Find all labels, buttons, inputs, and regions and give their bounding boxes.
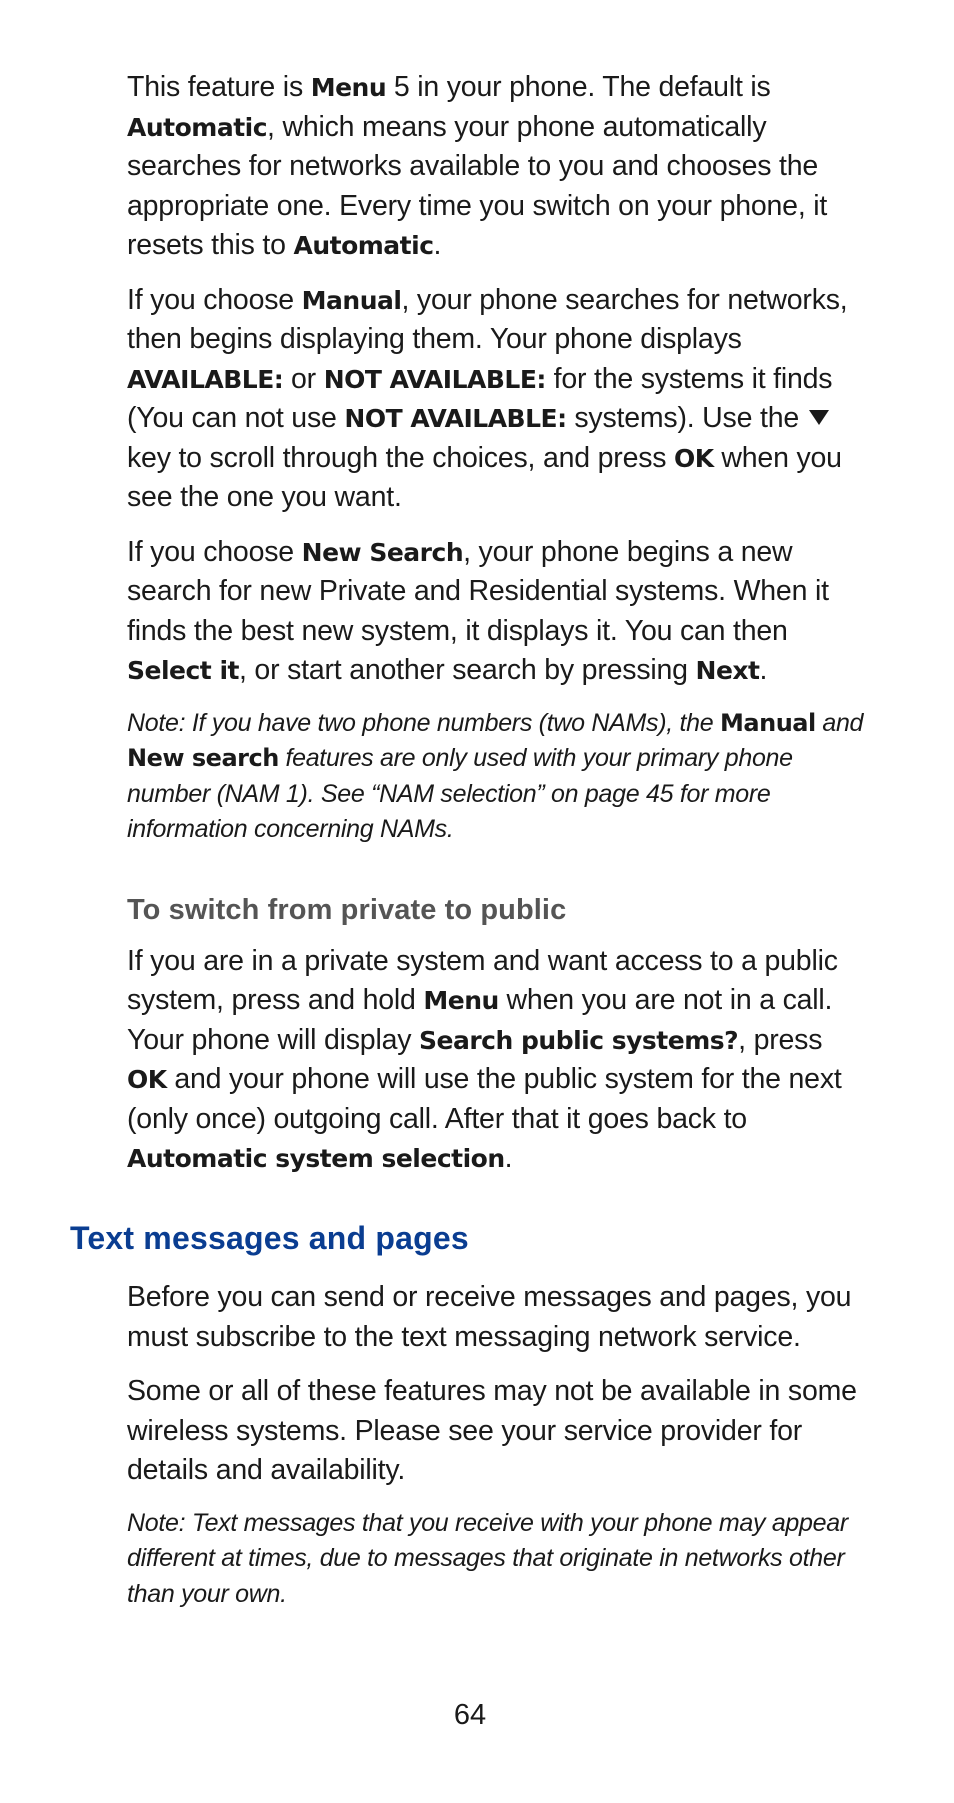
keyword-not-available: NOT AVAILABLE:	[344, 404, 567, 433]
keyword-ok: OK	[127, 1065, 167, 1094]
text-run: If you choose	[127, 535, 302, 568]
text-run: If you choose	[127, 283, 302, 316]
keyword-not-available: NOT AVAILABLE:	[323, 364, 546, 394]
paragraph-subscribe: Before you can send or receive messages and pages, you must subscribe to the text messaging network service.	[127, 1281, 852, 1353]
keyword-available: AVAILABLE:	[127, 364, 284, 394]
text-run: when you are not in a call. Your phone will display	[127, 984, 833, 1056]
text-run: .	[433, 229, 442, 261]
keyword-menu: Menu	[310, 73, 387, 102]
text-run: and	[815, 708, 864, 737]
text-run: features are only used with your primary phone number (NAM 1). See “NAM selection” on page 45 for more information concerning NAMs.	[127, 744, 793, 843]
text-run: and your phone will use the public system for the next (only once) outgoing call. After that it goes back to	[127, 1063, 842, 1135]
paragraph-default-automatic	[127, 68, 867, 266]
keyword-automatic: Automatic	[293, 231, 434, 260]
keyword-new-search: New search	[127, 744, 279, 772]
note-nam	[127, 706, 867, 848]
network-selection-content	[127, 68, 867, 1194]
text-run: .	[504, 1142, 513, 1174]
text-run: systems). Use the	[566, 402, 807, 434]
text-run: or	[283, 362, 324, 395]
note-messages: Note: Text messages that you receive with your phone may appear different at times, due to messages that originate in networks other than your own.	[127, 1508, 848, 1608]
keyword-manual: Manual	[301, 285, 402, 315]
paragraph-private-to-public	[127, 942, 867, 1179]
text-run: , or start another search by pressing	[238, 654, 696, 686]
text-run: .	[759, 654, 768, 686]
text-run: for the systems it finds (You can not use	[127, 362, 833, 434]
section-title: Text messages and pages	[70, 1220, 469, 1256]
text-run: This feature is	[127, 71, 311, 103]
text-run: 5 in your phone. The default is	[386, 71, 771, 103]
text-run: when you see the one you want.	[127, 441, 842, 513]
keyword-select-it: Select it	[127, 656, 239, 685]
keyword-search-public-systems: Search public systems?	[419, 1025, 739, 1055]
text-messages-content	[127, 1278, 867, 1627]
subheading-private-to-public: To switch from private to public	[127, 893, 567, 926]
keyword-next: Next	[695, 656, 760, 685]
keyword-automatic: Automatic	[127, 112, 268, 142]
text-run: , your phone begins a new search for new Private and Residential systems. When it finds the best new system, it displays it. You can then	[127, 535, 829, 647]
page-number: 64	[453, 1699, 487, 1731]
keyword-ok: OK	[674, 443, 714, 473]
keyword-manual: Manual	[720, 708, 816, 737]
keyword-new-search: New Search	[301, 537, 464, 567]
keyword-menu: Menu	[423, 986, 499, 1015]
text-run: key to scroll through the choices, and press	[127, 441, 675, 474]
paragraph-availability: Some or all of these features may not be available in some wireless systems. Please see your service provider for details and availability.	[127, 1375, 857, 1486]
keyword-automatic-system-selection: Automatic system selection	[127, 1144, 505, 1173]
paragraph-manual	[127, 281, 867, 518]
paragraph-new-search	[127, 533, 867, 691]
text-run: , which means your phone automatically searches for networks available to you and chooses the appropriate one. Every time you switch on your phone, it resets this to	[127, 110, 828, 261]
text-run: , your phone searches for networks, then begins displaying them. Your phone displays	[127, 283, 848, 355]
text-run: If you are in a private system and want access to a public system, press and hold	[127, 944, 838, 1016]
text-run: Note: If you have two phone numbers (two NAMs), the	[127, 708, 721, 737]
text-run: , press	[738, 1023, 823, 1056]
scroll-down-arrow-icon	[809, 410, 829, 425]
